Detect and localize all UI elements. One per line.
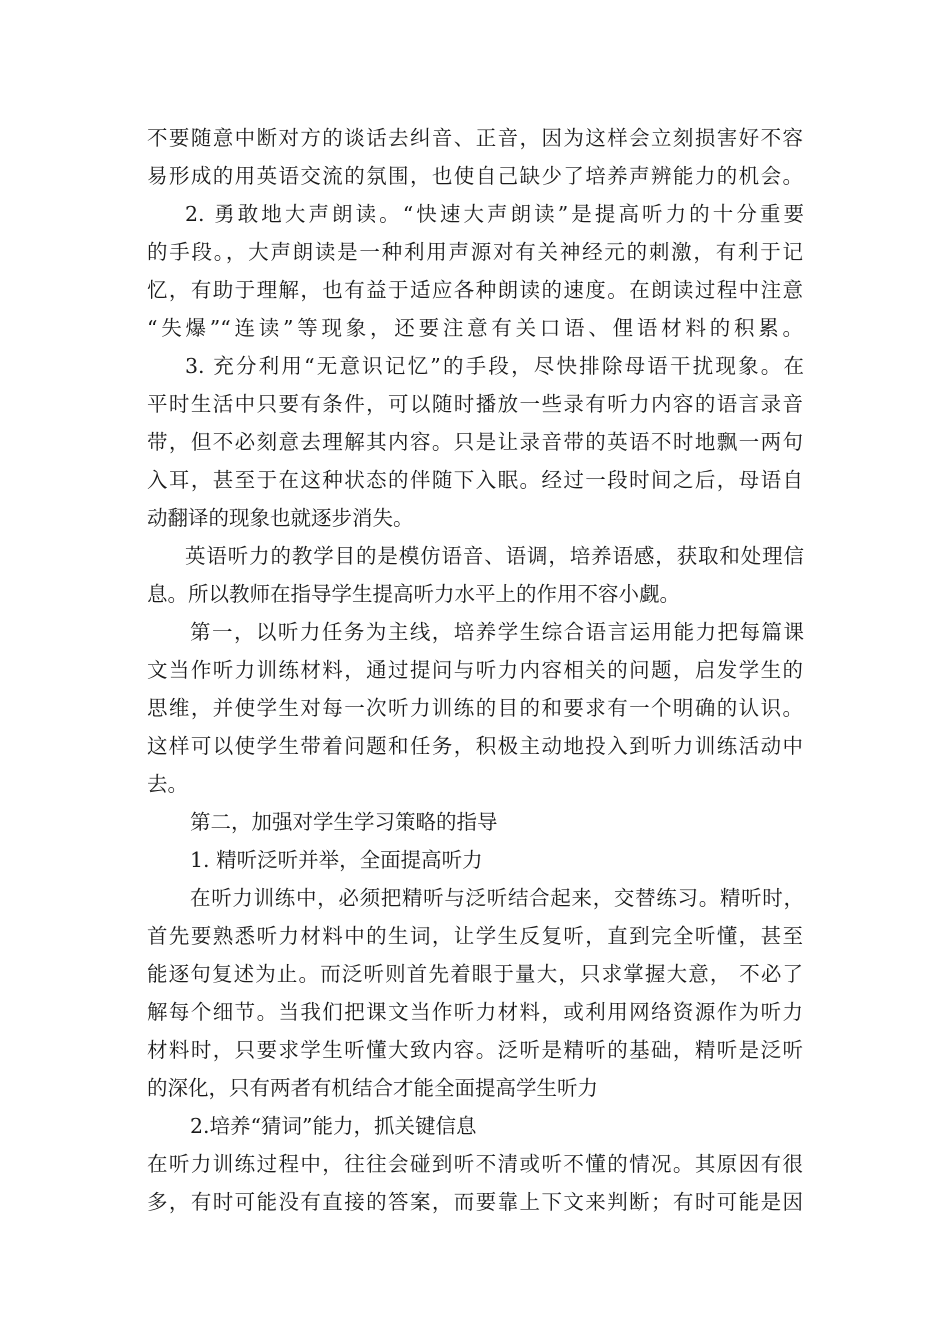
text-line: 平时生活中只要有条件，可以随时播放一些录有听力内容的语言录音	[147, 392, 803, 416]
text-line: 第一，以听力任务为主线，培养学生综合语言运用能力把每篇课	[190, 620, 804, 644]
text-line: 息。所以教师在指导学生提高听力水平上的作用不容小觑。	[147, 582, 680, 606]
text-line: 的深化，只有两者有机结合才能全面提高学生听力	[147, 1076, 598, 1100]
text-line: 2.培养“猜词”能力，抓关键信息	[190, 1114, 477, 1138]
text-line: 第二，加强对学生学习策略的指导	[190, 810, 498, 834]
text-line: 2. 勇敢地大声朗读。“快速大声朗读”是提高听力的十分重要	[185, 202, 804, 226]
text-line: 的手段。，大声朗读是一种利用声源对有关神经元的刺激，有利于记	[147, 240, 803, 264]
text-line: 英语听力的教学目的是模仿语音、语调，培养语感，获取和处理信	[185, 544, 804, 568]
text-line: 忆，有助于理解，也有益于适应各种朗读的速度。在朗读过程中注意	[147, 278, 803, 302]
text-line: 3. 充分利用“无意识记忆”的手段，尽快排除母语干扰现象。在	[185, 354, 804, 378]
text-line: 动翻译的现象也就逐步消失。	[147, 506, 414, 530]
text-line: 材料时，只要求学生听懂大致内容。泛听是精听的基础，精听是泛听	[147, 1038, 803, 1062]
text-line: 这样可以使学生带着问题和任务，积极主动地投入到听力训练活动中	[147, 734, 803, 758]
text-line: 文当作听力训练材料，通过提问与听力内容相关的问题，启发学生的	[147, 658, 803, 682]
text-line: 在听力训练中，必须把精听与泛听结合起来，交替练习。精听时，	[190, 886, 804, 910]
text-line: 思维，并使学生对每一次听力训练的目的和要求有一个明确的认识。	[147, 696, 803, 720]
text-line: 入耳，甚至于在这种状态的伴随下入眠。经过一段时间之后，母语自	[147, 468, 803, 492]
text-line: 不要随意中断对方的谈话去纠音、正音，因为这样会立刻损害好不容	[147, 126, 803, 150]
text-line: 去。	[147, 772, 188, 796]
text-line: 1. 精听泛听并举，全面提高听力	[190, 848, 483, 872]
text-line: “失爆”“连读”等现象，还要注意有关口语、俚语材料的积累。	[147, 316, 803, 340]
text-line: 首先要熟悉听力材料中的生词，让学生反复听，直到完全听懂，甚至	[147, 924, 803, 948]
text-line: 解每个细节。当我们把课文当作听力材料，或利用网络资源作为听力	[147, 1000, 803, 1024]
text-line: 带，但不必刻意去理解其内容。只是让录音带的英语不时地飘一两句	[147, 430, 803, 454]
text-line: 在听力训练过程中，往往会碰到听不清或听不懂的情况。其原因有很	[147, 1152, 803, 1176]
text-line: 能逐句复述为止。而泛听则首先着眼于量大，只求掌握大意， 不必了	[147, 962, 803, 986]
text-line: 多，有时可能没有直接的答案，而要靠上下文来判断；有时可能是因	[147, 1190, 803, 1214]
text-line: 易形成的用英语交流的氛围，也使自己缺少了培养声辨能力的机会。	[147, 164, 803, 188]
